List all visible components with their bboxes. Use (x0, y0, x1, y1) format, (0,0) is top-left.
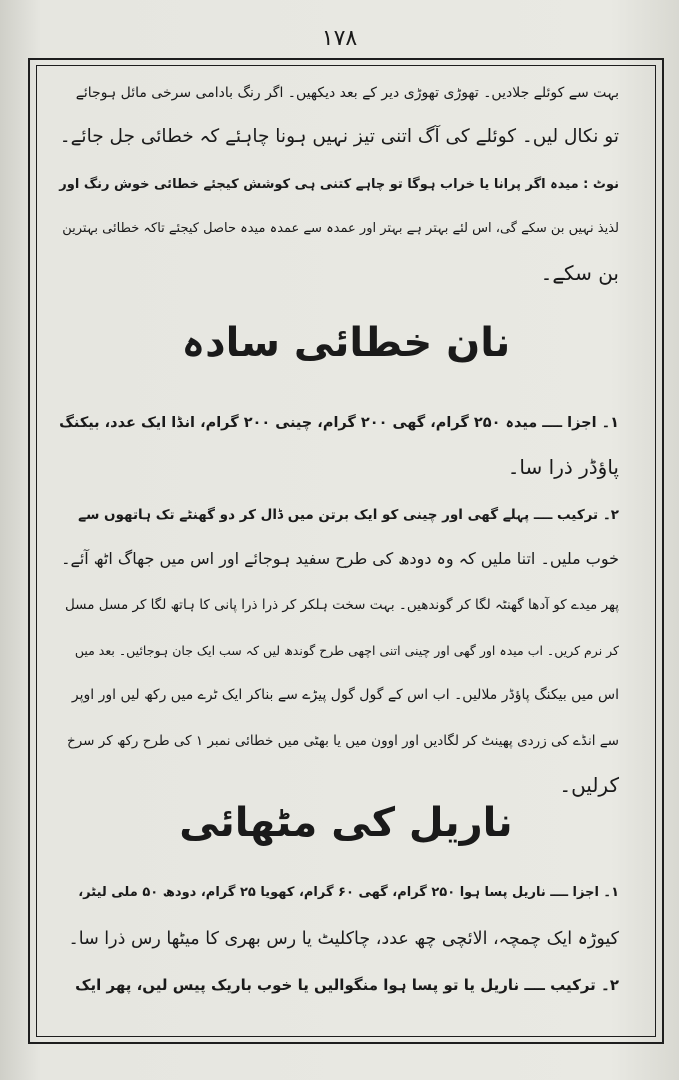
text-line: لذیذ نہیں بن سکے گی، اس لئے بہتر ہے بہتر اور عمدہ سے عمدہ میدہ حاصل کیجئے تاکہ خطائی بہترین (62, 221, 619, 236)
method-line: ۲۔ ترکیب ــــ پہلے گھی اور چینی کو ایک برتن میں ڈال کر دو گھنٹے تک ہاتھوں سے (78, 507, 619, 523)
recipe-heading-coconut-sweet: ناریل کی مٹھائی (179, 800, 513, 846)
text-line: کیوڑہ ایک چمچہ، الائچی چھ عدد، چاکلیٹ یا رس بھری کا میٹھا رس ذرا سا۔ (68, 929, 619, 949)
ingredients-line: ۱۔ اجزا ــــ میدہ ۲۵۰ گرام، گھی ۲۰۰ گرام، چینی ۲۰۰ گرام، انڈا ایک عدد، بیکنگ (59, 415, 619, 431)
note-line: نوٹ : میدہ اگر پرانا یا خراب ہوگا تو چاہے کتنی ہی کوشش کیجئے خطائی خوش رنگ اور (59, 177, 619, 192)
text-line: سے انڈے کی زردی پھینٹ کر لگادیں اور اوون میں یا بھٹی میں خطائی نمبر ۱ کی طرح رکھ کر سرخ (67, 733, 619, 749)
ingredients-line: ۱۔ اجزا ــــ ناریل پسا ہوا ۲۵۰ گرام، گھی ۶۰ گرام، کھویا ۲۵ گرام، دودھ ۵۰ ملی لیٹر، (78, 885, 619, 900)
text-line: کرلیں۔ (559, 773, 619, 797)
text-line: بہت سے کوئلے جلادیں۔ تھوڑی تھوڑی دیر کے بعد دیکھیں۔ اگر رنگ بادامی سرخی مائل ہوجائے (75, 85, 619, 101)
text-line: اس میں بیکنگ پاؤڈر ملالیں۔ اب اس کے گول گول پیڑے سے بناکر ایک ٹرے میں رکھ لیں اور اوپر (71, 687, 619, 703)
method-line: ۲۔ ترکیب ــــ ناریل یا تو پسا ہوا منگوالیں یا خوب باریک پیس لیں، پھر ایک (75, 976, 619, 994)
text-line: کر نرم کریں۔ اب میدہ اور گھی اور چینی اتنی اچھی طرح گوندھ لیں کہ سب ایک جان ہوجائیں۔ بعد میں (74, 643, 619, 658)
recipe-heading-nan-khatai: نان خطائی سادہ (181, 320, 511, 366)
page-number: ۱۷۸ (321, 26, 358, 51)
text-line: پاؤڈر ذرا سا۔ (507, 455, 619, 479)
text-line: پھر میدے کو آدھا گھنٹہ لگا کر گوندھیں۔ بہت سخت ہلکر کر ذرا ذرا پانی کا ہاتھ لگا کر مسل مسل (64, 597, 619, 613)
text-line: خوب ملیں۔ اتنا ملیں کہ وہ دودھ کی طرح سفید ہوجائے اور اس میں جھاگ اٹھ آئے۔ (61, 549, 619, 568)
text-line: تو نکال لیں۔ کوئلے کی آگ اتنی تیز نہیں ہونا چاہئے کہ خطائی جل جائے۔ (59, 126, 619, 147)
text-line: بن سکے۔ (540, 261, 619, 285)
